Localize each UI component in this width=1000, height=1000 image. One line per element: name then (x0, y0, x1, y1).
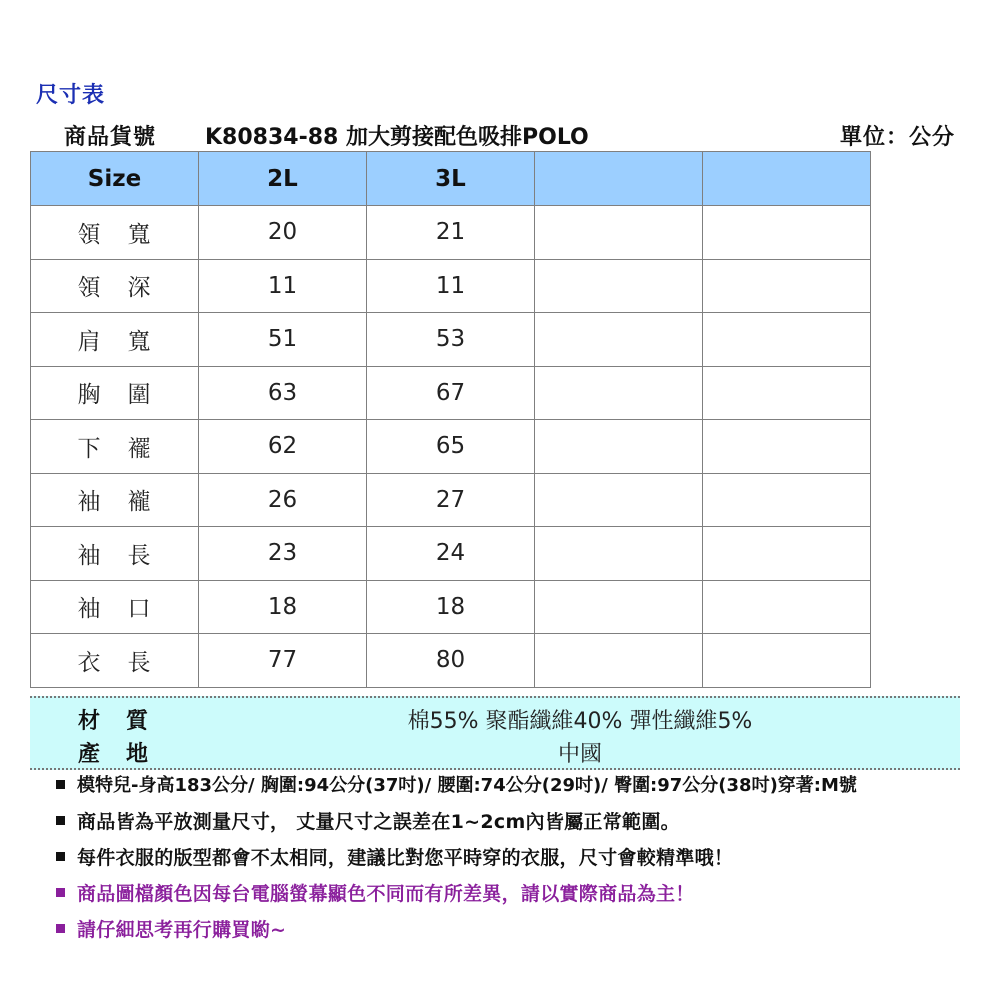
size-cell: 23 (199, 527, 367, 581)
row-label: 領 寬 (31, 206, 199, 260)
size-cell: 24 (367, 527, 535, 581)
size-cell: 51 (199, 313, 367, 367)
row-label: 袖 口 (31, 580, 199, 634)
size-cell: 67 (367, 366, 535, 420)
size-cell (703, 206, 871, 260)
notes-list (56, 772, 996, 952)
bullet-icon (56, 816, 65, 825)
note-measurement: 商品皆為平放測量尺寸， 丈量尺寸之誤差在1~2cm內皆屬正常範圍。 (56, 808, 996, 844)
product-row (64, 118, 964, 152)
header-2l: 2L (199, 152, 367, 206)
size-cell (535, 527, 703, 581)
header-3l: 3L (367, 152, 535, 206)
size-cell: 20 (199, 206, 367, 260)
size-cell (703, 473, 871, 527)
size-cell (535, 580, 703, 634)
material-origin-band (30, 696, 960, 770)
table-row (31, 366, 871, 420)
material-value: 棉55% 聚酯纖維40% 彈性纖維5% (407, 709, 753, 734)
note-fit: 每件衣服的版型都會不太相同，建議比對您平時穿的衣服，尺寸會較精準哦！ (56, 844, 996, 880)
table-row (31, 527, 871, 581)
bullet-icon (56, 888, 65, 897)
size-cell (703, 634, 871, 688)
size-cell (703, 580, 871, 634)
material-label: 材 質 (78, 709, 149, 734)
row-label: 領 深 (31, 259, 199, 313)
product-code-label: 商品貨號 (64, 125, 157, 150)
size-cell: 18 (199, 580, 367, 634)
size-cell: 80 (367, 634, 535, 688)
row-label: 衣 長 (31, 634, 199, 688)
size-cell: 11 (367, 259, 535, 313)
bullet-icon (56, 924, 65, 933)
size-header-row (31, 152, 871, 206)
row-label: 袖 襱 (31, 473, 199, 527)
origin-label: 產 地 (78, 742, 149, 767)
header-empty-1 (535, 152, 703, 206)
table-row (31, 420, 871, 474)
size-cell: 62 (199, 420, 367, 474)
size-cell: 11 (199, 259, 367, 313)
size-cell (535, 259, 703, 313)
size-cell: 21 (367, 206, 535, 260)
bullet-icon (56, 780, 65, 789)
table-row (31, 473, 871, 527)
size-cell (703, 527, 871, 581)
size-cell: 53 (367, 313, 535, 367)
table-row (31, 580, 871, 634)
size-cell (535, 366, 703, 420)
size-cell: 18 (367, 580, 535, 634)
table-row (31, 206, 871, 260)
row-label: 肩 寬 (31, 313, 199, 367)
table-row (31, 634, 871, 688)
header-empty-2 (703, 152, 871, 206)
sheet-title: 尺寸表 (36, 83, 106, 108)
row-label: 袖 長 (31, 527, 199, 581)
header-size: Size (31, 152, 199, 206)
note-color: 商品圖檔顏色因每台電腦螢幕顯色不同而有所差異，請以實際商品為主！ (56, 880, 996, 916)
unit-label: 單位：公分 (839, 125, 955, 150)
table-row (31, 259, 871, 313)
size-cell (703, 366, 871, 420)
size-cell (703, 313, 871, 367)
size-table (30, 151, 871, 688)
size-cell (535, 634, 703, 688)
size-cell (535, 420, 703, 474)
note-think: 請仔細思考再行購買喲~ (56, 916, 996, 952)
row-label: 下 襬 (31, 420, 199, 474)
bullet-icon (56, 852, 65, 861)
size-cell (535, 473, 703, 527)
size-cell (703, 420, 871, 474)
product-name: K80834-88 加大剪接配色吸排POLO (205, 125, 589, 150)
size-cell (703, 259, 871, 313)
size-cell: 26 (199, 473, 367, 527)
size-cell: 65 (367, 420, 535, 474)
note-model: 模特兒-身高183公分/ 胸圍:94公分(37吋)/ 腰圍:74公分(29吋)/ 臀圍:97公分(38吋)穿著:M號 (56, 772, 996, 808)
origin-value: 中國 (557, 742, 602, 767)
size-cell: 63 (199, 366, 367, 420)
size-cell: 77 (199, 634, 367, 688)
size-cell (535, 313, 703, 367)
size-cell (535, 206, 703, 260)
size-cell: 27 (367, 473, 535, 527)
table-row (31, 313, 871, 367)
row-label: 胸 圍 (31, 366, 199, 420)
